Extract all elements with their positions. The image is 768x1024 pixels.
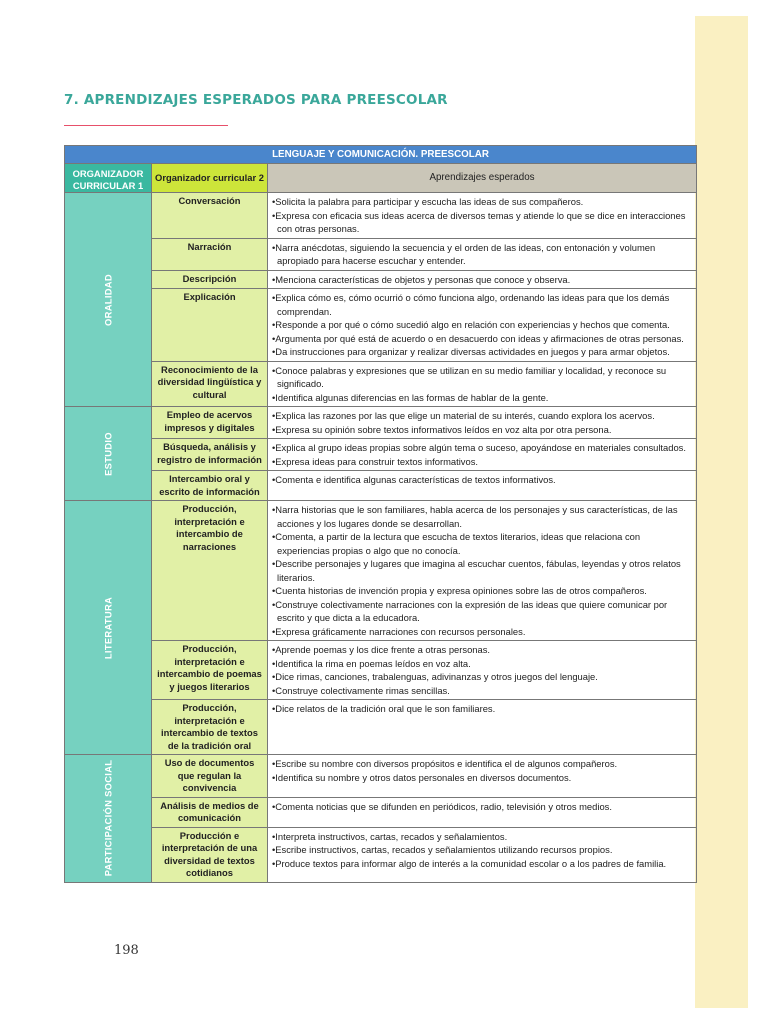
aprendizaje-item [272,455,690,469]
bullet-icon: • [272,423,276,435]
side-margin-strip [695,16,748,1008]
table-body [65,193,697,883]
aprendizajes-cell [268,501,697,641]
aprendizajes-cell [268,289,697,362]
aprendizaje-text: Explica las razones por las que elige un material de su interés, cuando explora los acervos. [275,410,655,421]
aprendizaje-text: Comenta e identifica algunas características de textos informativos. [275,474,556,485]
aprendizaje-item [272,702,690,716]
bullet-icon: • [272,585,276,596]
header-aprendizajes: Aprendizajes esperados [268,164,697,193]
bullet-icon: • [272,474,276,485]
aprendizaje-text: Identifica algunas diferencias en las formas de hablar de la gente. [275,391,549,403]
aprendizaje-text: Expresa con eficacia sus ideas acerca de diversos temas y atiende lo que se dice en interacciones con otras personas. [275,209,686,234]
aprendizaje-item [272,857,690,871]
aprendizaje-item [272,195,690,209]
bullet-icon: • [272,455,276,467]
aprendizajes-cell [268,439,697,471]
organizador-2-cell: Producción e interpretación de una diversidad de textos cotidianos [152,827,268,882]
aprendizaje-text: Describe personajes y lugares que imagina al escuchar cuentos, fábulas, leyendas y otros relatos literarios. [275,558,681,583]
aprendizaje-item [272,391,690,405]
organizador-2-cell: Reconocimiento de la diversidad lingüística y cultural [152,361,268,407]
aprendizaje-item [272,757,690,771]
table-row [65,270,697,289]
section-title: 7. APRENDIZAJES ESPERADOS PARA PREESCOLAR [64,92,448,108]
aprendizaje-text: Produce textos para informar algo de interés a la comunidad escolar o a los padres de familia. [275,857,667,869]
aprendizaje-item [272,598,690,625]
bullet-icon: • [272,391,276,403]
bullet-icon: • [272,346,276,357]
bullet-icon: • [272,531,276,542]
aprendizaje-text: Escribe su nombre con diversos propósitos e identifica el de algunos compañeros. [275,758,618,769]
aprendizaje-text: Narra historias que le son familiares, habla acerca de los personajes y sus características, de las acciones y los lugares donde se desarrollan. [275,504,678,529]
bullet-icon: • [272,332,276,344]
aprendizaje-text: Argumenta por qué está de acuerdo o en desacuerdo con ideas y afirmaciones de otras personas. [275,332,684,344]
aprendizaje-item [272,625,690,639]
table-row [65,797,697,827]
aprendizaje-text: Da instrucciones para organizar y realizar diversas actividades en juegos y para armar objetos. [275,346,670,357]
aprendizaje-item [272,345,690,359]
aprendizaje-text: Comenta noticias que se difunden en periódicos, radio, televisión y otros medios. [275,800,612,812]
table-row [65,501,697,641]
organizador-1-label: LITERATURA [102,596,114,659]
table-header-row [65,164,697,193]
aprendizaje-item [272,473,690,487]
aprendizaje-text: Narra anécdotas, siguiendo la secuencia y el orden de las ideas, con entonación y volumen apropiado para hacerse escuchar y entender. [275,241,656,266]
aprendizajes-cell [268,641,697,700]
aprendizaje-item [272,291,690,318]
aprendizajes-cell [268,797,697,827]
bullet-icon: • [272,771,276,783]
bullet-icon: • [272,657,276,669]
header-organizador-2: Organizador curricular 2 [152,164,268,193]
aprendizajes-cell [268,361,697,407]
aprendizaje-text: Dice relatos de la tradición oral que le son familiares. [275,703,496,714]
learning-table-container [64,145,696,883]
bullet-icon: • [272,830,276,842]
organizador-2-cell: Descripción [152,270,268,289]
bullet-icon: • [272,504,276,515]
organizador-1-label: PARTICIPACIÓN SOCIAL [102,759,114,877]
aprendizaje-item [272,441,690,455]
organizador-2-cell: Empleo de acervos impresos y digitales [152,407,268,439]
aprendizaje-text: Explica cómo es, cómo ocurrió o cómo funciona algo, ordenando las ideas para que los demás comprendan. [275,292,670,317]
bullet-icon: • [272,844,276,855]
aprendizaje-item [272,830,690,844]
table-title-row [65,146,697,164]
aprendizajes-cell [268,193,697,239]
aprendizajes-cell [268,700,697,755]
aprendizaje-item [272,209,690,236]
table-row [65,238,697,270]
aprendizajes-cell [268,755,697,798]
bullet-icon: • [272,273,276,285]
aprendizaje-item [272,503,690,530]
aprendizaje-text: Construye colectivamente rimas sencillas. [275,684,450,696]
aprendizaje-item [272,670,690,684]
bullet-icon: • [272,410,276,421]
aprendizaje-text: Menciona características de objetos y personas que conoce y observa. [275,273,571,285]
table-row [65,193,697,239]
bullet-icon: • [272,684,276,696]
organizador-1-cell [65,501,152,755]
aprendizaje-item [272,423,690,437]
organizador-2-cell: Conversación [152,193,268,239]
organizador-1-cell [65,193,152,407]
learning-table [64,145,697,883]
organizador-2-cell: Producción, interpretación e intercambio de textos de la tradición oral [152,700,268,755]
bullet-icon: • [272,292,276,303]
aprendizaje-item [272,332,690,346]
aprendizaje-text: Solicita la palabra para participar y escucha las ideas de sus compañeros. [275,196,584,207]
bullet-icon: • [272,857,276,869]
table-row [65,289,697,362]
organizador-2-cell: Uso de documentos que regulan la convivencia [152,755,268,798]
aprendizaje-item [272,771,690,785]
aprendizaje-text: Expresa su opinión sobre textos informativos leídos en voz alta por otra persona. [275,423,612,435]
aprendizaje-item [272,684,690,698]
aprendizaje-item [272,318,690,332]
aprendizaje-item [272,584,690,598]
aprendizajes-cell [268,238,697,270]
table-row [65,471,697,501]
aprendizaje-text: Expresa gráficamente narraciones con recursos personales. [275,625,526,637]
aprendizaje-text: Dice rimas, canciones, trabalenguas, adivinanzas y otros juegos del lenguaje. [275,671,598,682]
header-organizador-1: ORGANIZADOR CURRICULAR 1 [65,164,152,193]
aprendizaje-item [272,409,690,423]
bullet-icon: • [272,598,276,610]
organizador-2-cell: Producción, interpretación e intercambio de poemas y juegos literarios [152,641,268,700]
aprendizaje-text: Aprende poemas y los dice frente a otras personas. [275,644,491,655]
aprendizaje-text: Identifica la rima en poemas leídos en voz alta. [275,657,471,669]
page-number: 198 [114,943,139,958]
aprendizaje-item [272,364,690,391]
bullet-icon: • [272,442,276,453]
bullet-icon: • [272,625,276,637]
title-underline [64,125,228,126]
aprendizaje-item [272,241,690,268]
organizador-2-cell: Intercambio oral y escrito de información [152,471,268,501]
aprendizaje-text: Expresa ideas para construir textos informativos. [275,455,478,467]
aprendizaje-item [272,800,690,814]
table-row [65,407,697,439]
aprendizajes-cell [268,270,697,289]
aprendizaje-text: Escribe instructivos, cartas, recados y señalamientos utilizando recursos propios. [275,844,613,855]
organizador-1-label: ESTUDIO [102,431,114,476]
bullet-icon: • [272,196,276,207]
table-row [65,361,697,407]
table-title: LENGUAJE Y COMUNICACIÓN. PREESCOLAR [65,146,697,164]
aprendizaje-item [272,843,690,857]
aprendizaje-text: Conoce palabras y expresiones que se utilizan en su medio familiar y localidad, y reconoce su significado. [275,364,667,389]
organizador-1-cell [65,407,152,501]
aprendizaje-text: Identifica su nombre y otros datos personales en diversos documentos. [275,771,572,783]
table-row [65,700,697,755]
table-row [65,827,697,882]
aprendizaje-text: Responde a por qué o cómo sucedió algo en relación con experiencias y hechos que comenta. [275,319,670,330]
aprendizaje-item [272,273,690,287]
aprendizaje-item [272,557,690,584]
aprendizaje-text: Explica al grupo ideas propias sobre algún tema o suceso, apoyándose en materiales consultados. [275,442,686,453]
bullet-icon: • [272,703,276,714]
table-row [65,755,697,798]
aprendizaje-item [272,657,690,671]
bullet-icon: • [272,364,276,376]
aprendizaje-text: Construye colectivamente narraciones con la expresión de las ideas que quiere comunicar por escrito y que dicta a la educadora. [275,598,668,623]
organizador-1-cell [65,755,152,883]
aprendizajes-cell [268,827,697,882]
bullet-icon: • [272,209,276,221]
organizador-2-cell: Búsqueda, análisis y registro de información [152,439,268,471]
aprendizajes-cell [268,407,697,439]
aprendizaje-text: Interpreta instructivos, cartas, recados y señalamientos. [275,830,508,842]
aprendizaje-item [272,643,690,657]
table-row [65,439,697,471]
organizador-2-cell: Producción, interpretación e intercambio de narraciones [152,501,268,641]
bullet-icon: • [272,671,276,682]
aprendizaje-text: Cuenta historias de invención propia y expresa opiniones sobre las de otros compañeros. [275,585,647,596]
aprendizaje-text: Comenta, a partir de la lectura que escucha de textos literarios, ideas que relaciona con experiencias propias o algo que no conocía. [275,531,641,556]
bullet-icon: • [272,319,276,330]
bullet-icon: • [272,558,276,569]
aprendizajes-cell [268,471,697,501]
aprendizaje-item [272,530,690,557]
organizador-1-label: ORALIDAD [102,273,114,326]
bullet-icon: • [272,758,276,769]
table-row [65,641,697,700]
organizador-2-cell: Análisis de medios de comunicación [152,797,268,827]
bullet-icon: • [272,241,276,253]
bullet-icon: • [272,644,276,655]
bullet-icon: • [272,800,276,812]
organizador-2-cell: Narración [152,238,268,270]
organizador-2-cell: Explicación [152,289,268,362]
